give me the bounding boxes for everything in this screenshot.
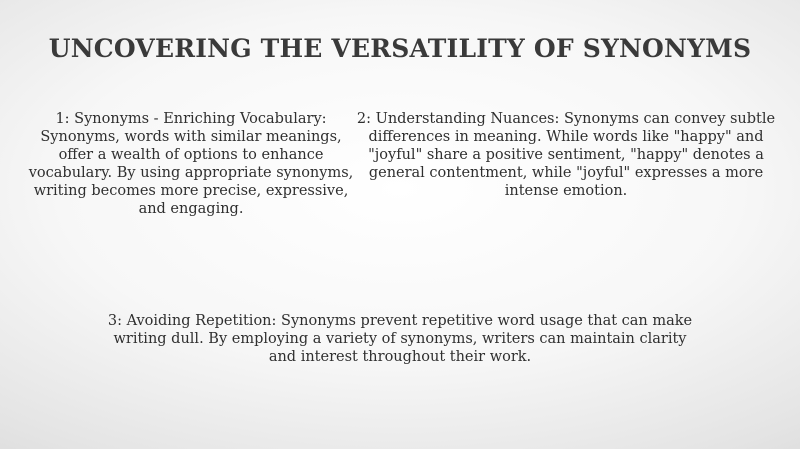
point-understanding-nuances: 2: Understanding Nuances: Synonyms can convey subtle differences in meaning. While words like "happy" and "joyful" share a positive sentiment, "happy" denotes a general contentment, while "joyful" expresses a more intense emotion. bbox=[356, 111, 776, 199]
slide-title: UNCOVERING THE VERSATILITY OF SYNONYMS bbox=[48, 34, 752, 63]
point-avoiding-repetition: 3: Avoiding Repetition: Synonyms prevent repetitive word usage that can make writing dull. By employing a variety of synonyms, writers can maintain clarity and interest throughout their work. bbox=[107, 313, 693, 365]
point-enriching-vocabulary: 1: Synonyms - Enriching Vocabulary: Synonyms, words with similar meanings, offer a wealth of options to enhance vocabulary. By using appropriate synonyms, writing becomes more precise, expressive, and engaging. bbox=[28, 111, 354, 217]
